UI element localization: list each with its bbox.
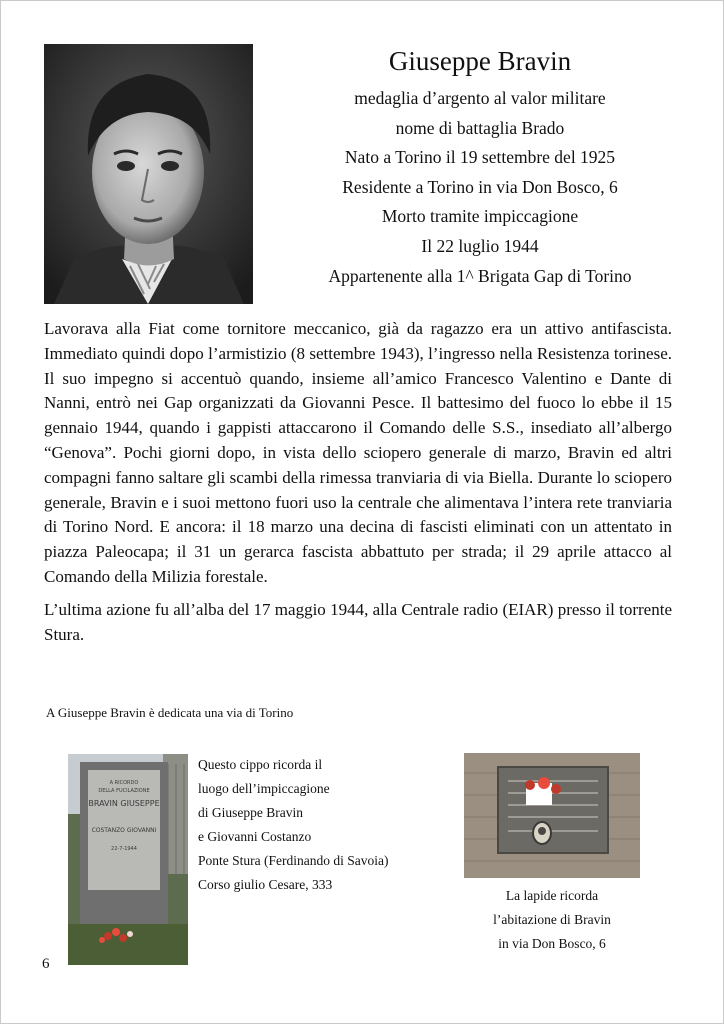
cippo-caption-line-3: di Giuseppe Bravin	[198, 805, 303, 820]
header-block	[270, 44, 690, 291]
cippo-caption-line-5: Ponte Stura (Ferdinando di Savoia)	[198, 853, 389, 868]
battle-name-line: nome di battaglia Brado	[395, 117, 565, 138]
plaque-photo	[464, 753, 640, 878]
plaque-caption-line-3: in via Don Bosco, 6	[498, 936, 606, 951]
memorial-stone-caption	[198, 753, 388, 897]
birth-line: Nato a Torino il 19 settembre del 1925	[344, 147, 616, 168]
stone-text-line-1: A RICORDO	[109, 780, 139, 786]
brigade-line: Appartenente alla 1^ Brigata Gap di Torino	[328, 265, 632, 286]
residence-line: Residente a Torino in via Don Bosco, 6	[342, 176, 618, 197]
cippo-caption-line-2: luogo dell’impiccagione	[198, 781, 330, 796]
stone-text-line-2: DELLA FUCILAZIONE	[98, 788, 150, 794]
cippo-caption-line-1: Questo cippo ricorda il	[198, 757, 323, 772]
portrait-photo	[44, 44, 253, 304]
biography-paragraph-1: Lavorava alla Fiat come tornitore meccanico, già da ragazzo era un attivo antifascista. Immediato quindi dopo l’armistizio (8 settembre 1943), l’ingresso nella Resistenza torinese. Il suo impegno si accentuò quando, insieme all’amico Francesco Valentino e Dante di Nanni, entrò nei Gap organizzati da Giovanni Pesce. Il battesimo del fuoco lo ebbe il 15 gennaio 1944, quando i gappisti attaccarono il Comando delle S.S., insediato all’albergo “Genova”. Pochi giorni dopo, in vista dello sciopero generale di marzo, Bravin ed altri compagni fanno saltare gli scambi della rimessa tranviaria di via Biella. Durante lo sciopero generale, Bravin e i suoi mettono fuori uso la centrale che alimentava l’intera rete tranviaria di Torino Nord. E ancora: il 18 marzo una decina di fascisti eliminati con un attentato in piazza Paleocapa; il 31 un gerarca fascista abbattuto per strada; il 29 aprile attacco al Comando della Milizia forestale.	[44, 319, 672, 586]
street-caption: A Giuseppe Bravin è dedicata una via di Torino	[46, 705, 294, 720]
biography-text	[44, 317, 672, 647]
plaque-caption-line-2: l’abitazione di Bravin	[493, 912, 611, 927]
biography-paragraph-2: L’ultima azione fu all’alba del 17 maggio 1944, alla Centrale radio (EIAR) presso il torrente Stura.	[44, 599, 672, 644]
medal-line: medaglia d’argento al valor militare	[354, 88, 606, 108]
death-date-line: Il 22 luglio 1944	[421, 235, 539, 256]
page-number: 6	[42, 956, 50, 972]
plaque-caption-line-1: La lapide ricorda	[505, 888, 599, 903]
stone-text-line-4: COSTANZO GIOVANNI	[91, 827, 157, 834]
stone-text-line-5: 22-7-1944	[111, 846, 137, 852]
memorial-stone-photo	[68, 754, 188, 965]
plaque-caption	[464, 884, 640, 956]
stone-text-line-3: BRAVIN GIUSEPPE	[88, 799, 160, 808]
death-cause-line: Morto tramite impiccagione	[381, 206, 579, 227]
cippo-caption-line-6: Corso giulio Cesare, 333	[198, 877, 333, 892]
cippo-caption-line-4: e Giovanni Costanzo	[198, 829, 312, 844]
person-name: Giuseppe Bravin	[388, 46, 572, 76]
